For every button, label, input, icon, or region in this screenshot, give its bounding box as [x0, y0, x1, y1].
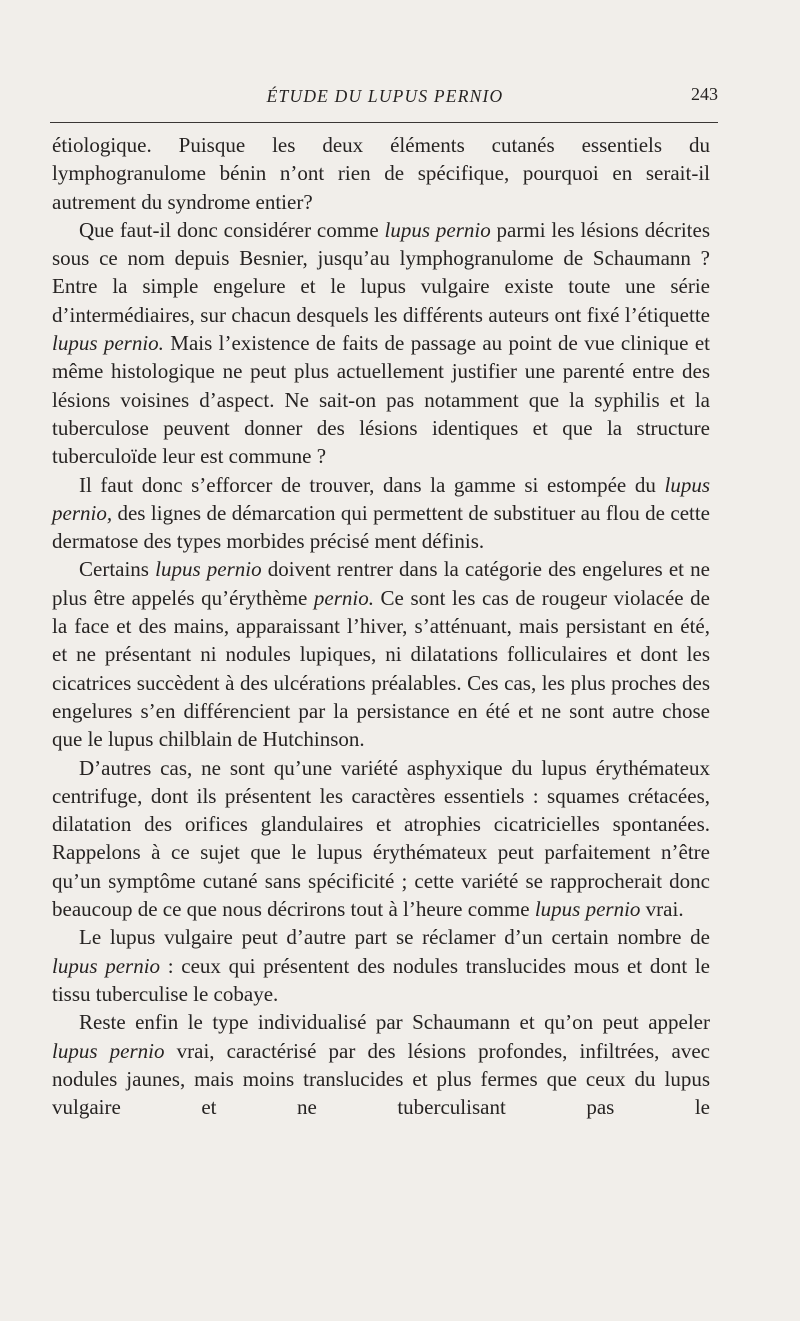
text-run: doivent rentrer dans la catégorie des engelures et ne plus être appelés qu’érythème [52, 557, 710, 610]
italic-term: lupus pernio [155, 557, 262, 582]
text-run: vrai, caractérisé par des lésions profondes, infiltrées, avec nodules jaunes, mais moins translucides et plus fermes que ceux du lupus vulgaire et ne tuberculisant pas le [52, 1038, 710, 1120]
running-title: ÉTUDE DU LUPUS PERNIO [266, 86, 504, 106]
text-run: : ceux qui présentent des nodules translucides mous et dont le tissu tuberculise le cobaye. [52, 953, 710, 1006]
italic-term: lupus pernio [384, 217, 491, 242]
paragraph [52, 555, 710, 753]
text-run: étiologique. Puisque les deux éléments cutanés essentiels du lymphogranulome bénin n’ont rien de spécifique, pourquoi en serait-il autrement du syndrome entier? [52, 133, 710, 214]
italic-term: lupus pernio [52, 1038, 165, 1063]
text-run: Le lupus vulgaire peut d’autre part se réclamer d’un certain nombre de [79, 925, 710, 950]
text-run: vrai. [640, 897, 684, 922]
paragraph [52, 923, 710, 1008]
italic-term: lupus pernio [52, 953, 161, 978]
paragraph [52, 1008, 710, 1121]
italic-term: lupus pernio. [52, 331, 164, 356]
text-run: Mais l’existence de faits de passage au point de vue clinique et même histologique ne peut plus actuellement justifier une parenté entre des lésions voisines d’aspect. Ne sait-on pas notamment que la syphilis et la tuberculose peuvent donner des lésions identiques et que la structure tuberculoïde leur est commune ? [52, 331, 710, 469]
body-text [52, 131, 710, 1121]
text-run: Il faut donc s’efforcer de trouver, dans la gamme si estompée du [79, 472, 665, 497]
text-run: Reste enfin le type individualisé par Schaumann et qu’on peut appeler [79, 1010, 710, 1035]
paragraph [52, 471, 710, 556]
paragraph [52, 131, 710, 216]
paragraph [52, 216, 710, 471]
text-run: D’autres cas, ne sont qu’une variété asphyxique du lupus érythémateux centrifuge, dont ils présentent les caractères essentiels : squames crétacées, dilatation des orifices glandulaires et atrophies cicatricielles spontanées. Rappelons à ce sujet que le lupus érythémateux peut parfaitement n’être qu’un symptôme cutané sans spécificité ; cette variété se rapprocherait donc beaucoup de ce que nous décrirons tout à l’heure comme [52, 755, 710, 922]
text-run: des lignes de démarcation qui permettent de substituer au flou de cette dermatose des types morbides précisé ment définis. [52, 500, 710, 554]
text-run: parmi les lésions décrites sous ce nom depuis Besnier, jusqu’au lymphogranulome de Schaumann ? Entre la simple engelure et le lupus vulgaire existe toute une série d’intermédiaires, sur chacun desquels les différents auteurs ont fixé l’étiquette [52, 217, 710, 327]
text-run: Certains [79, 557, 156, 582]
italic-term: lupus pernio [534, 897, 641, 922]
text-run: Ce sont les cas de rougeur violacée de la face et des mains, apparaissant l’hiver, s’atténuant, mais persistant en été, et ne présentant ni nodules lupiques, ni dilatations folliculaires et dont les cicatrices succèdent à des ulcérations préalables. Ces cas, les plus proches des engelures s’en différencient par la persistance en été et ne sont autre chose que le lupus chilblain de Hutchinson. [52, 585, 710, 752]
header-rule [50, 122, 718, 123]
running-header [52, 86, 718, 110]
paragraph [52, 754, 710, 924]
text-run: Que faut-il donc considérer comme [79, 217, 385, 242]
italic-term: lupus pernio, [52, 472, 710, 525]
page-number: 243 [691, 84, 718, 104]
italic-term: pernio. [313, 585, 374, 610]
